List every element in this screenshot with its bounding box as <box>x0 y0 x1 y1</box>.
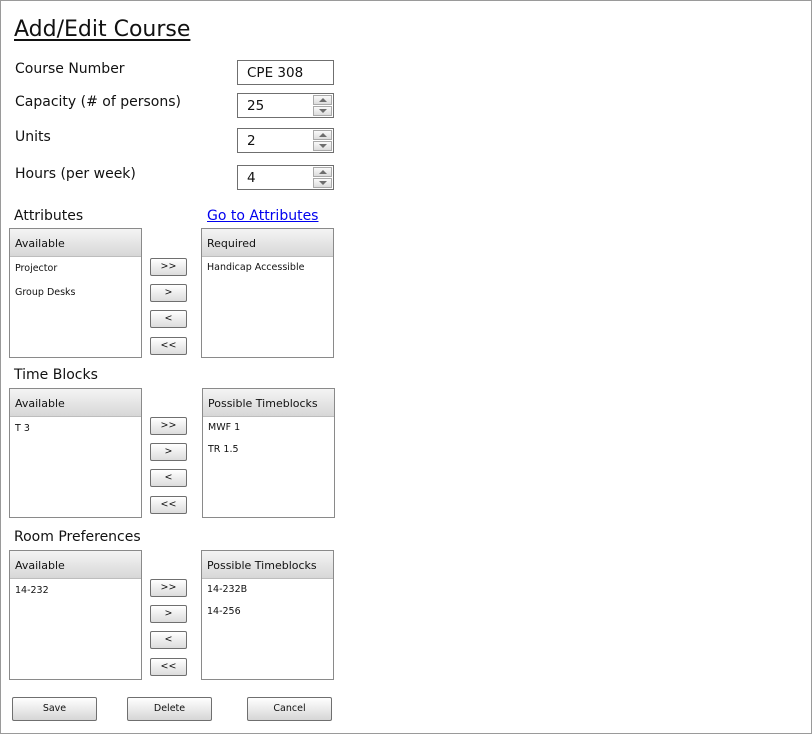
list-item[interactable]: MWF 1 <box>208 422 241 433</box>
time-blocks-section-label: Time Blocks <box>14 367 98 383</box>
list-item[interactable]: TR 1.5 <box>208 444 239 455</box>
arrow-down-icon <box>319 109 327 113</box>
save-button[interactable]: Save <box>12 697 97 721</box>
room-preferences-section-label: Room Preferences <box>14 529 141 545</box>
attributes-available-list[interactable] <box>9 228 142 358</box>
time-blocks-remove-button[interactable]: < <box>150 469 187 487</box>
capacity-decrement-button[interactable] <box>313 106 332 116</box>
attributes-remove-button[interactable]: < <box>150 310 187 328</box>
units-spinner <box>237 128 334 153</box>
room-preferences-add-all-button[interactable]: >> <box>150 579 187 597</box>
list-header: Available <box>10 389 141 417</box>
course-number-label: Course Number <box>15 61 125 77</box>
list-item[interactable]: Group Desks <box>15 287 76 298</box>
hours-increment-button[interactable] <box>313 167 332 177</box>
capacity-spinner <box>237 93 334 118</box>
hours-label: Hours (per week) <box>15 166 136 182</box>
list-item[interactable]: Projector <box>15 263 58 274</box>
room-preferences-possible-list[interactable] <box>201 550 334 680</box>
units-decrement-button[interactable] <box>313 141 332 151</box>
units-increment-button[interactable] <box>313 130 332 140</box>
time-blocks-add-button[interactable]: > <box>150 443 187 461</box>
room-preferences-available-list[interactable] <box>9 550 142 680</box>
list-header: Possible Timeblocks <box>202 551 333 579</box>
capacity-label: Capacity (# of persons) <box>15 94 181 110</box>
attributes-required-list[interactable] <box>201 228 334 358</box>
arrow-down-icon <box>319 144 327 148</box>
room-preferences-remove-button[interactable]: < <box>150 631 187 649</box>
hours-spinner <box>237 165 334 190</box>
list-header: Possible Timeblocks <box>203 389 334 417</box>
room-preferences-remove-all-button[interactable]: << <box>150 658 187 676</box>
attributes-add-all-button[interactable]: >> <box>150 258 187 276</box>
list-header: Available <box>10 551 141 579</box>
hours-decrement-button[interactable] <box>313 178 332 188</box>
go-to-attributes-link[interactable]: Go to Attributes <box>207 208 319 224</box>
time-blocks-possible-list[interactable] <box>202 388 335 518</box>
arrow-up-icon <box>319 98 327 102</box>
list-item[interactable]: 14-256 <box>207 606 241 617</box>
time-blocks-remove-all-button[interactable]: << <box>150 496 187 514</box>
course-number-input[interactable] <box>237 60 334 85</box>
attributes-section-label: Attributes <box>14 208 84 224</box>
list-header: Available <box>10 229 141 257</box>
time-blocks-add-all-button[interactable]: >> <box>150 417 187 435</box>
list-item[interactable]: T 3 <box>15 423 30 434</box>
time-blocks-available-list[interactable] <box>9 388 142 518</box>
list-item[interactable]: Handicap Accessible <box>207 262 305 273</box>
arrow-up-icon <box>319 133 327 137</box>
units-label: Units <box>15 129 51 145</box>
list-header: Required <box>202 229 333 257</box>
room-preferences-add-button[interactable]: > <box>150 605 187 623</box>
attributes-remove-all-button[interactable]: << <box>150 337 187 355</box>
arrow-down-icon <box>319 181 327 185</box>
capacity-input[interactable] <box>238 94 313 117</box>
page-title: Add/Edit Course <box>14 17 191 42</box>
list-item[interactable]: 14-232B <box>207 584 248 595</box>
capacity-increment-button[interactable] <box>313 95 332 105</box>
arrow-up-icon <box>319 170 327 174</box>
attributes-add-button[interactable]: > <box>150 284 187 302</box>
delete-button[interactable]: Delete <box>127 697 212 721</box>
units-input[interactable] <box>238 129 313 152</box>
cancel-button[interactable]: Cancel <box>247 697 332 721</box>
list-item[interactable]: 14-232 <box>15 585 49 596</box>
hours-input[interactable] <box>238 166 313 189</box>
